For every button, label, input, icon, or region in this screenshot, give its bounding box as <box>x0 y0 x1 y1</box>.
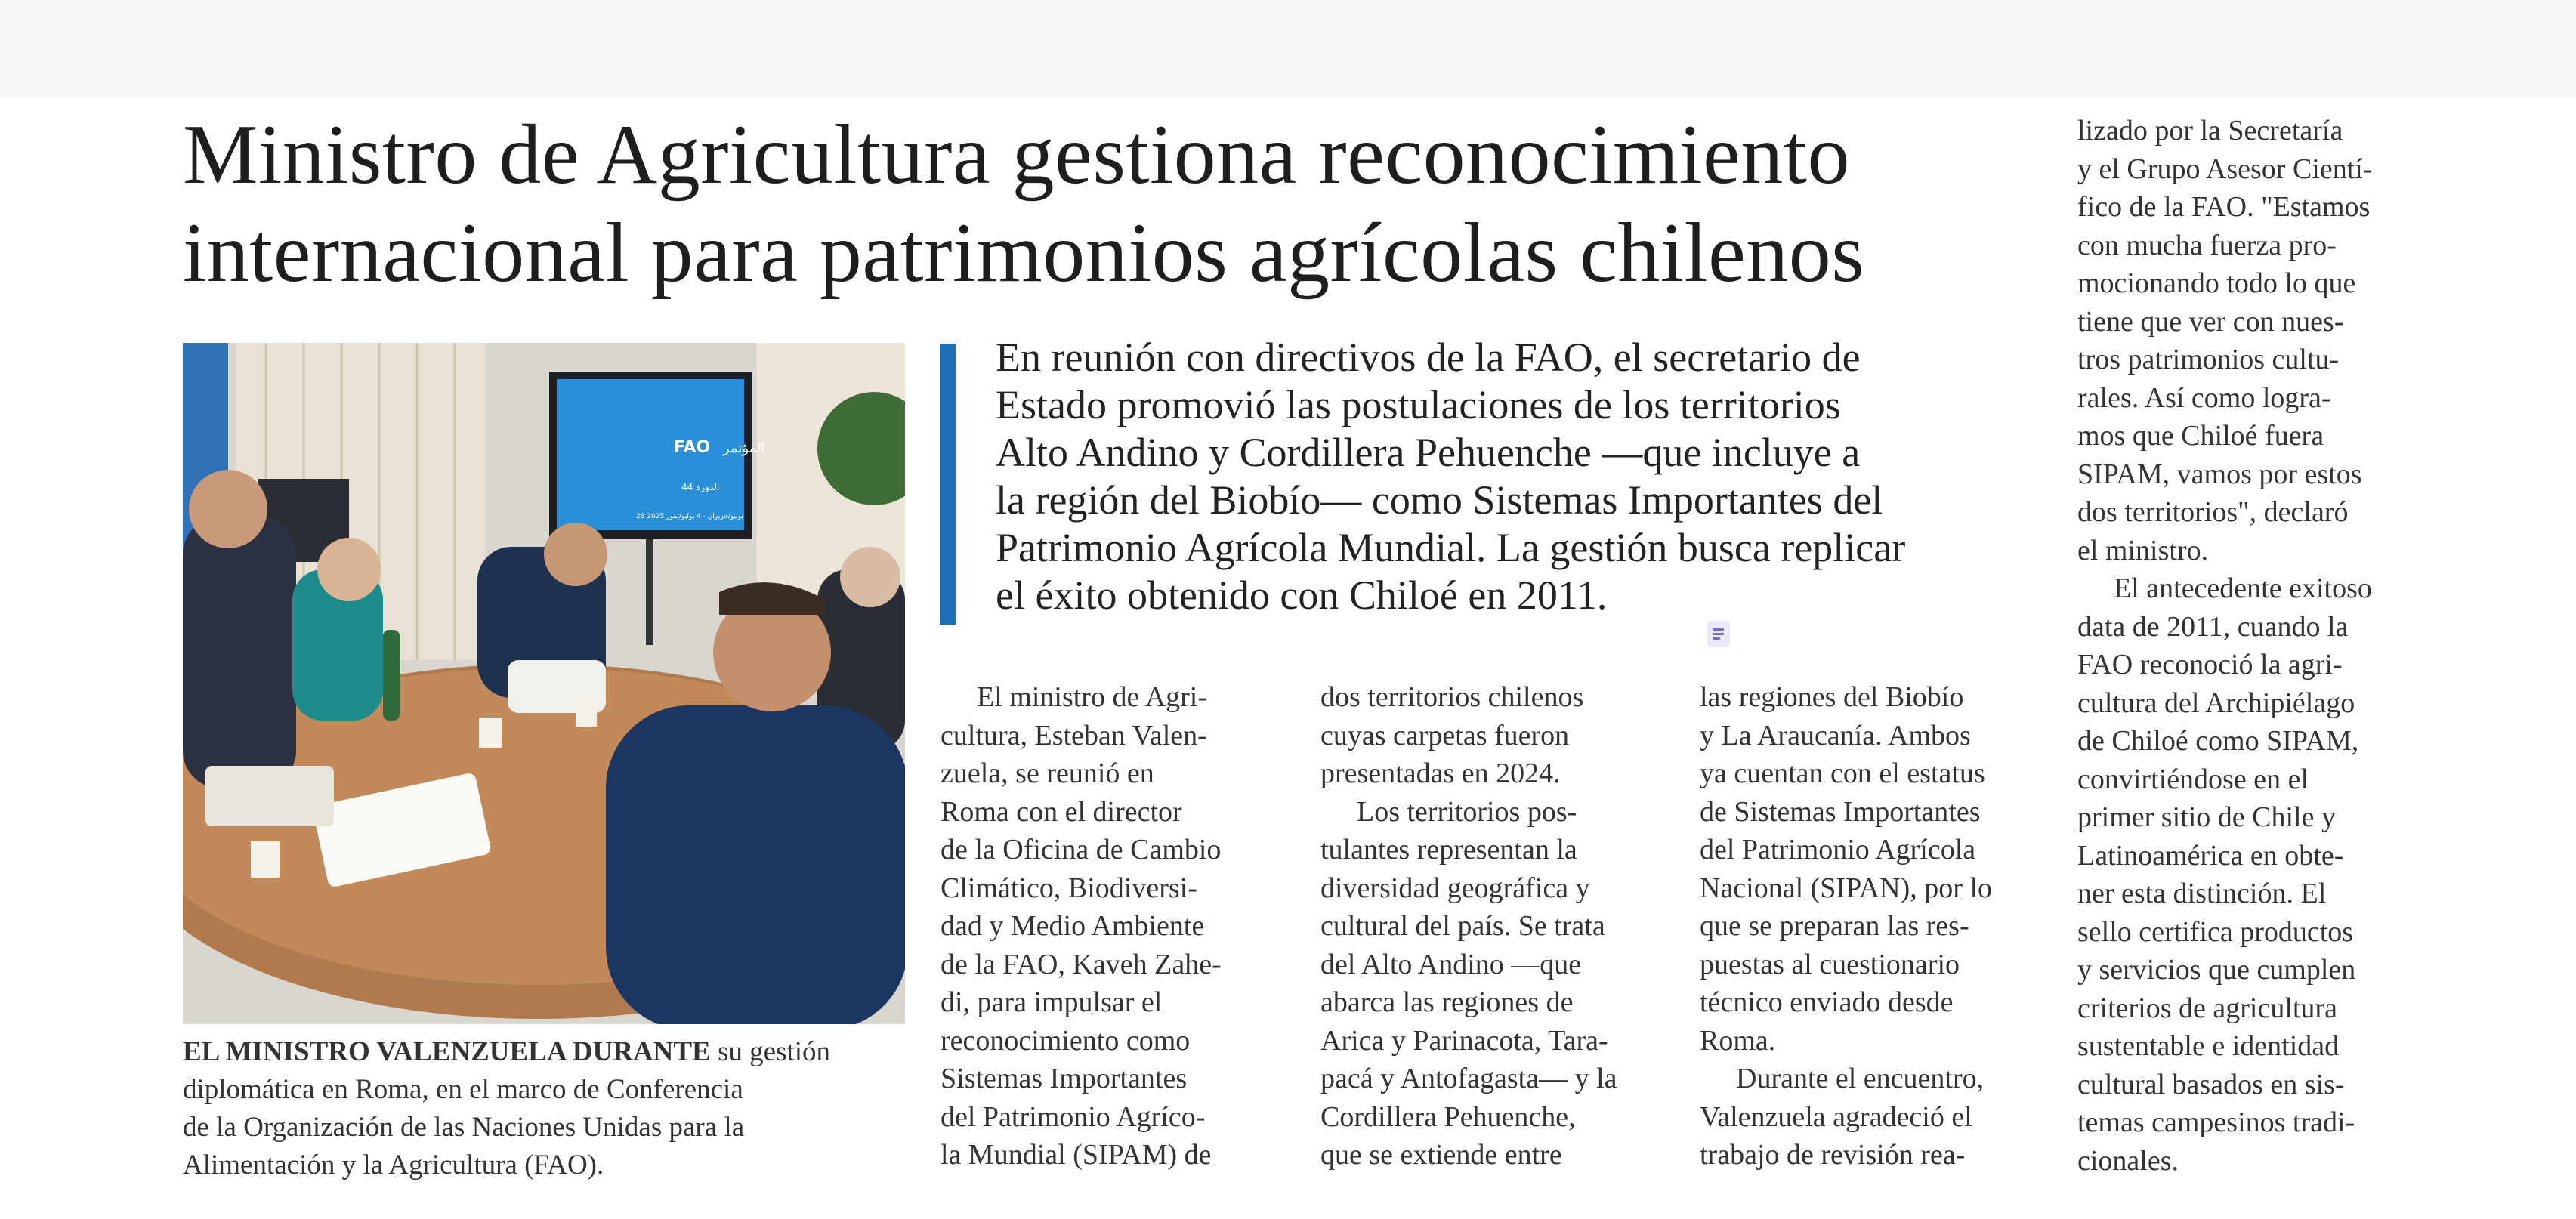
body-line: técnico enviado desde <box>1700 986 1954 1018</box>
body-line: presentadas en 2024. <box>1320 758 1561 789</box>
body-line: cultura, Esteban Valen- <box>941 719 1207 751</box>
lead-line: Patrimonio Agrícola Mundial. La gestión busca replicar <box>996 525 1906 570</box>
meeting-photo-illustration <box>183 343 905 1024</box>
headline-line: Ministro de Agricultura gestiona reconocimiento <box>183 108 1850 202</box>
body-line: di, para impulsar el <box>941 986 1163 1018</box>
body-line: de Chiloé como SIPAM, <box>2077 725 2359 757</box>
body-line: Nacional (SIPAN), por lo <box>1700 872 1992 904</box>
lead-accent-bar <box>940 344 956 625</box>
body-line: fico de la FAO. "Estamos <box>2077 191 2371 223</box>
body-line: Roma con el director <box>941 795 1182 828</box>
body-line: data de 2011, cuando la <box>2077 610 2349 643</box>
body-line: cuyas carpetas fueron <box>1320 719 1570 751</box>
display-date: 28 يونيو/حزيران - 4 يوليو/تموز 2025 <box>636 513 743 520</box>
caption-lead: EL MINISTRO VALENZUELA DURANTE <box>183 1036 711 1067</box>
body-line: Sistemas Importantes <box>941 1063 1188 1094</box>
body-line: Climático, Biodiversi- <box>941 872 1197 904</box>
body-line: pacá y Antofagasta— y la <box>1320 1063 1617 1094</box>
body-line: cultural del país. Se trata <box>1320 910 1605 942</box>
body-line: mocionando todo lo que <box>2077 267 2356 299</box>
display-stand <box>646 539 653 645</box>
body-line: zuela, se reunió en <box>941 758 1154 789</box>
conference-display <box>557 379 744 530</box>
page-background <box>0 0 2576 98</box>
body-line: de Sistemas Importantes <box>1700 795 1981 828</box>
body-line: y el Grupo Asesor Cientí- <box>2077 153 2373 185</box>
comment-note-icon[interactable] <box>1707 621 1730 647</box>
body-line: primer sitio de Chile y <box>2077 801 2336 833</box>
lead-line: el éxito obtenido con Chiloé en 2011. <box>996 572 1608 618</box>
lead-line: Alto Andino y Cordillera Pehuenche —que incluye a <box>996 430 1861 475</box>
body-line: SIPAM, vamos por estos <box>2077 458 2362 490</box>
body-column-3 <box>1700 678 1992 1174</box>
body-line: criterios de agricultura <box>2077 992 2337 1024</box>
lead-line: En reunión con directivos de la FAO, el secretario de <box>996 335 1861 380</box>
body-line: Latinoamérica en obte- <box>2077 839 2344 872</box>
body-line: FAO reconoció la agri- <box>2077 649 2343 680</box>
lead-line: Estado promovió las postulaciones de los territorios <box>996 382 1841 427</box>
body-line: Arica y Parinacota, Tara- <box>1320 1024 1608 1057</box>
body-line: sello certifica productos <box>2077 915 2354 948</box>
body-line: rales. Así como logra- <box>2077 381 2331 414</box>
body-line: el ministro. <box>2077 534 2209 566</box>
body-line: ya cuentan con el estatus <box>1700 758 1985 789</box>
body-line: cultural basados en sis- <box>2077 1068 2345 1100</box>
body-line: Cordillera Pehuenche, <box>1320 1100 1576 1133</box>
body-line: El antecedente exitoso <box>2114 572 2372 604</box>
body-line: de la FAO, Kaveh Zahe- <box>941 948 1222 980</box>
meeting-photo <box>183 343 905 1024</box>
body-line: del Patrimonio Agríco- <box>941 1100 1206 1133</box>
body-line: las regiones del Biobío <box>1700 681 1964 713</box>
person-left <box>183 517 296 788</box>
folder <box>205 766 334 826</box>
body-line: ner esta distinción. El <box>2077 878 2327 909</box>
body-line: dos territorios", declaró <box>2077 496 2349 528</box>
display-logo: FAO <box>674 438 711 457</box>
body-line: sustentable e identidad <box>2077 1030 2340 1062</box>
body-line: tiene que ver con nues- <box>2077 305 2344 338</box>
caption-text: Alimentación y la Agricultura (FAO). <box>183 1150 604 1180</box>
body-line: Los territorios pos- <box>1357 795 1577 828</box>
minister-jacket <box>606 705 905 1024</box>
body-line: mos que Chiloé fuera <box>2077 420 2324 452</box>
body-line: del Patrimonio Agrícola <box>1700 834 1976 866</box>
photo-caption <box>183 1033 848 1184</box>
caption-text: de la Organización de las Naciones Unidas para la <box>183 1112 745 1143</box>
body-line: reconocimiento como <box>941 1024 1191 1057</box>
body-line: trabajo de revisión rea- <box>1700 1139 1966 1171</box>
body-line: temas campesinos tradi- <box>2077 1106 2355 1138</box>
body-line: abarca las regiones de <box>1320 986 1574 1018</box>
body-column-1 <box>941 678 1222 1174</box>
body-line: diversidad geográfica y <box>1320 872 1590 904</box>
display-title: المؤتمر <box>723 440 765 456</box>
body-line: dos territorios chilenos <box>1320 681 1584 713</box>
body-line: puestas al cuestionario <box>1700 948 1960 980</box>
headline-line: internacional para patrimonios agrícolas chilenos <box>183 206 1865 300</box>
body-line: dad y Medio Ambiente <box>941 910 1205 942</box>
lead-paragraph <box>996 334 2053 619</box>
body-line: y La Araucanía. Ambos <box>1700 719 1971 751</box>
display-session: الدورة 44 <box>681 482 720 492</box>
body-line: El ministro de Agri- <box>977 681 1208 713</box>
body-line: convirtiéndose en el <box>2077 763 2309 795</box>
body-line: Durante el encuentro, <box>1736 1063 1985 1094</box>
body-line: de la Oficina de Cambio <box>941 834 1222 866</box>
body-line: tros patrimonios cultu- <box>2077 344 2340 375</box>
body-line: lizado por la Secretaría <box>2077 115 2343 147</box>
body-line: tulantes representan la <box>1320 834 1577 866</box>
body-line: cionales. <box>2077 1144 2179 1177</box>
body-column-2 <box>1320 678 1617 1174</box>
body-line: del Alto Andino —que <box>1320 948 1582 980</box>
caption-text: diplomática en Roma, en el marco de Conferencia <box>183 1074 743 1105</box>
body-line: cultura del Archipiélago <box>2077 687 2355 719</box>
body-line: y servicios que cumplen <box>2077 954 2356 986</box>
body-line: la Mundial (SIPAM) de <box>941 1139 1212 1171</box>
lead-line: la región del Biobío— como Sistemas Importantes del <box>996 477 1883 523</box>
headline <box>183 106 2041 302</box>
body-line: que se preparan las res- <box>1700 910 1969 942</box>
body-line: con mucha fuerza pro- <box>2077 229 2337 261</box>
body-line: Roma. <box>1700 1024 1776 1057</box>
water-bottle <box>383 630 400 721</box>
body-column-4 <box>2077 112 2373 1180</box>
caption-text: su gestión <box>710 1036 831 1067</box>
body-line: que se extiende entre <box>1320 1139 1562 1171</box>
body-line: Valenzuela agradeció el <box>1700 1100 1972 1133</box>
